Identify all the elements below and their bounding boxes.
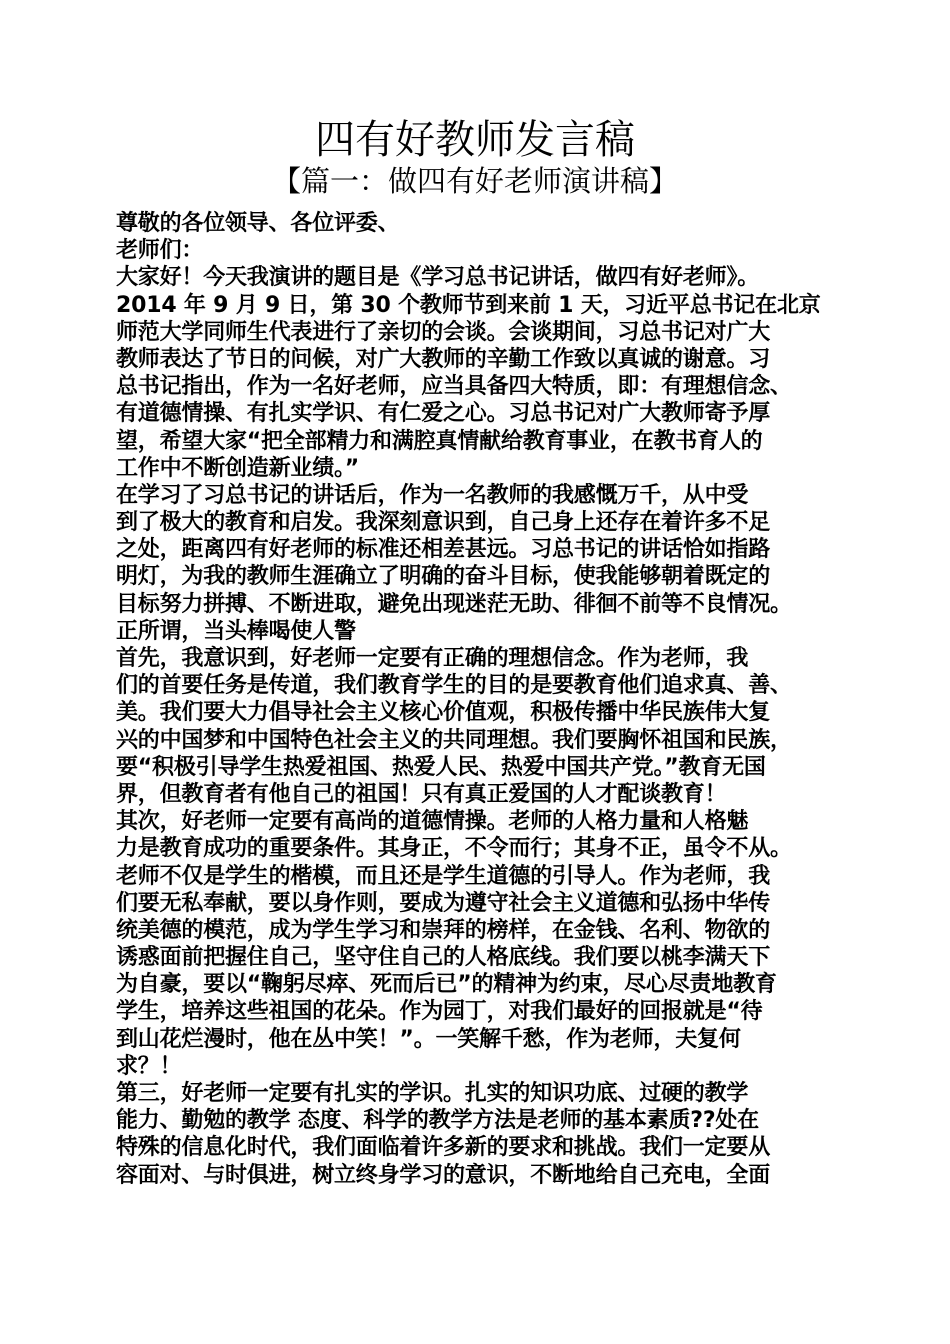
text-line: 到了极大的教育和启发。我深刻意识到，自己身上还存在着许多不足 xyxy=(116,510,771,536)
text-line: 教师表达了节日的问候，对广大教师的辛勤工作致以真诚的谢意。习 xyxy=(116,346,771,372)
text-line: 第三，好老师一定要有扎实的学识。扎实的知识功底、过硬的教学 xyxy=(116,1081,749,1106)
speech-body xyxy=(116,210,856,1189)
text-line: 工作中不断创造新业绩。” xyxy=(116,455,360,481)
text-line: 2014 年 9 月 9 日，第 30 个教师节到来前 1 天，习近平总书记在北京 xyxy=(116,292,821,318)
text-line: 们要无私奉献，要以身作则，要成为遵守社会主义道德和弘扬中华传 xyxy=(116,890,771,916)
text-line: 大家好！今天我演讲的题目是《学习总书记讲话，做四有好老师》。 xyxy=(116,265,760,291)
text-line: 之处，距离四有好老师的标准还相差甚远。习总书记的讲话恰如指路 xyxy=(116,537,771,563)
text-line: 老师不仅是学生的楷模，而且还是学生道德的引导人。作为老师，我 xyxy=(116,863,771,889)
text-line: 们的首要任务是传道，我们教育学生的目的是要教育他们追求真、善、 xyxy=(116,673,792,699)
document-subtitle: 【篇一：做四有好老师演讲稿】 xyxy=(271,164,678,198)
text-line: 尊敬的各位领导、各位评委、 xyxy=(116,211,400,236)
text-line: 学生，培养这些祖国的花朵。作为园丁，对我们最好的回报就是“待 xyxy=(116,999,763,1025)
text-line: 统美德的模范，成为学生学习和崇拜的榜样，在金钱、名利、物欲的 xyxy=(116,917,771,943)
text-line: 到山花烂漫时，他在丛中笑！”。一笑解千愁，作为老师，夫复何 xyxy=(116,1026,741,1052)
text-line: 有道德情操、有扎实学识、有仁爱之心。习总书记对广大教师寄予厚 xyxy=(116,401,771,427)
text-line: 其次，好老师一定要有高尚的道德情操。老师的人格力量和人格魅 xyxy=(116,809,749,835)
text-line: 在学习了习总书记的讲话后，作为一名教师的我感慨万千，从中受 xyxy=(116,482,749,508)
text-line: 要“积极引导学生热爱祖国、热爱人民、热爱中国共产党。”教育无国 xyxy=(116,754,766,780)
text-line: 目标努力拼搏、不断进取，避免出现迷茫无助、徘徊不前等不良情况。 xyxy=(116,591,792,617)
text-line: 求？！ xyxy=(116,1053,182,1079)
text-line: 正所谓，当头棒喝使人警 xyxy=(116,618,356,644)
text-line: 总书记指出，作为一名好老师，应当具备四大特质，即：有理想信念、 xyxy=(116,374,792,400)
document-title: 四有好教师发言稿 xyxy=(315,117,635,163)
text-line: 美。我们要大力倡导社会主义核心价值观，积极传播中华民族伟大复 xyxy=(116,700,771,726)
text-line: 老师们： xyxy=(116,238,204,264)
text-line: 特殊的信息化时代，我们面临着许多新的要求和挑战。我们一定要从 xyxy=(116,1135,771,1161)
text-line: 为自豪，要以“鞠躬尽瘁、死而后已”的精神为约束，尽心尽责地教育 xyxy=(116,972,777,998)
text-line: 师范大学同师生代表进行了亲切的会谈。会谈期间，习总书记对广大 xyxy=(116,319,771,345)
text-line: 界，但教育者有他自己的祖国！只有真正爱国的人才配谈教育！ xyxy=(116,781,727,807)
text-line: 力是教育成功的重要条件。其身正，不令而行；其身不正，虽令不从。 xyxy=(116,836,792,862)
text-line: 兴的中国梦和中国特色社会主义的共同理想。我们要胸怀祖国和民族， xyxy=(116,727,792,753)
text-line: 能力、勤勉的教学 态度、科学的教学方法是老师的基本素质??处在 xyxy=(116,1108,759,1134)
text-line: 望，希望大家“把全部精力和满腔真情献给教育事业，在教书育人的 xyxy=(116,428,763,454)
text-line: 明灯，为我的教师生涯确立了明确的奋斗目标，使我能够朝着既定的 xyxy=(116,564,771,590)
text-line: 容面对、与时俱进，树立终身学习的意识，不断地给自己充电，全面 xyxy=(116,1162,771,1188)
text-line: 诱惑面前把握住自己，坚守住自己的人格底线。我们要以桃李满天下 xyxy=(116,945,771,971)
text-line: 首先，我意识到，好老师一定要有正确的理想信念。作为老师，我 xyxy=(116,646,749,671)
